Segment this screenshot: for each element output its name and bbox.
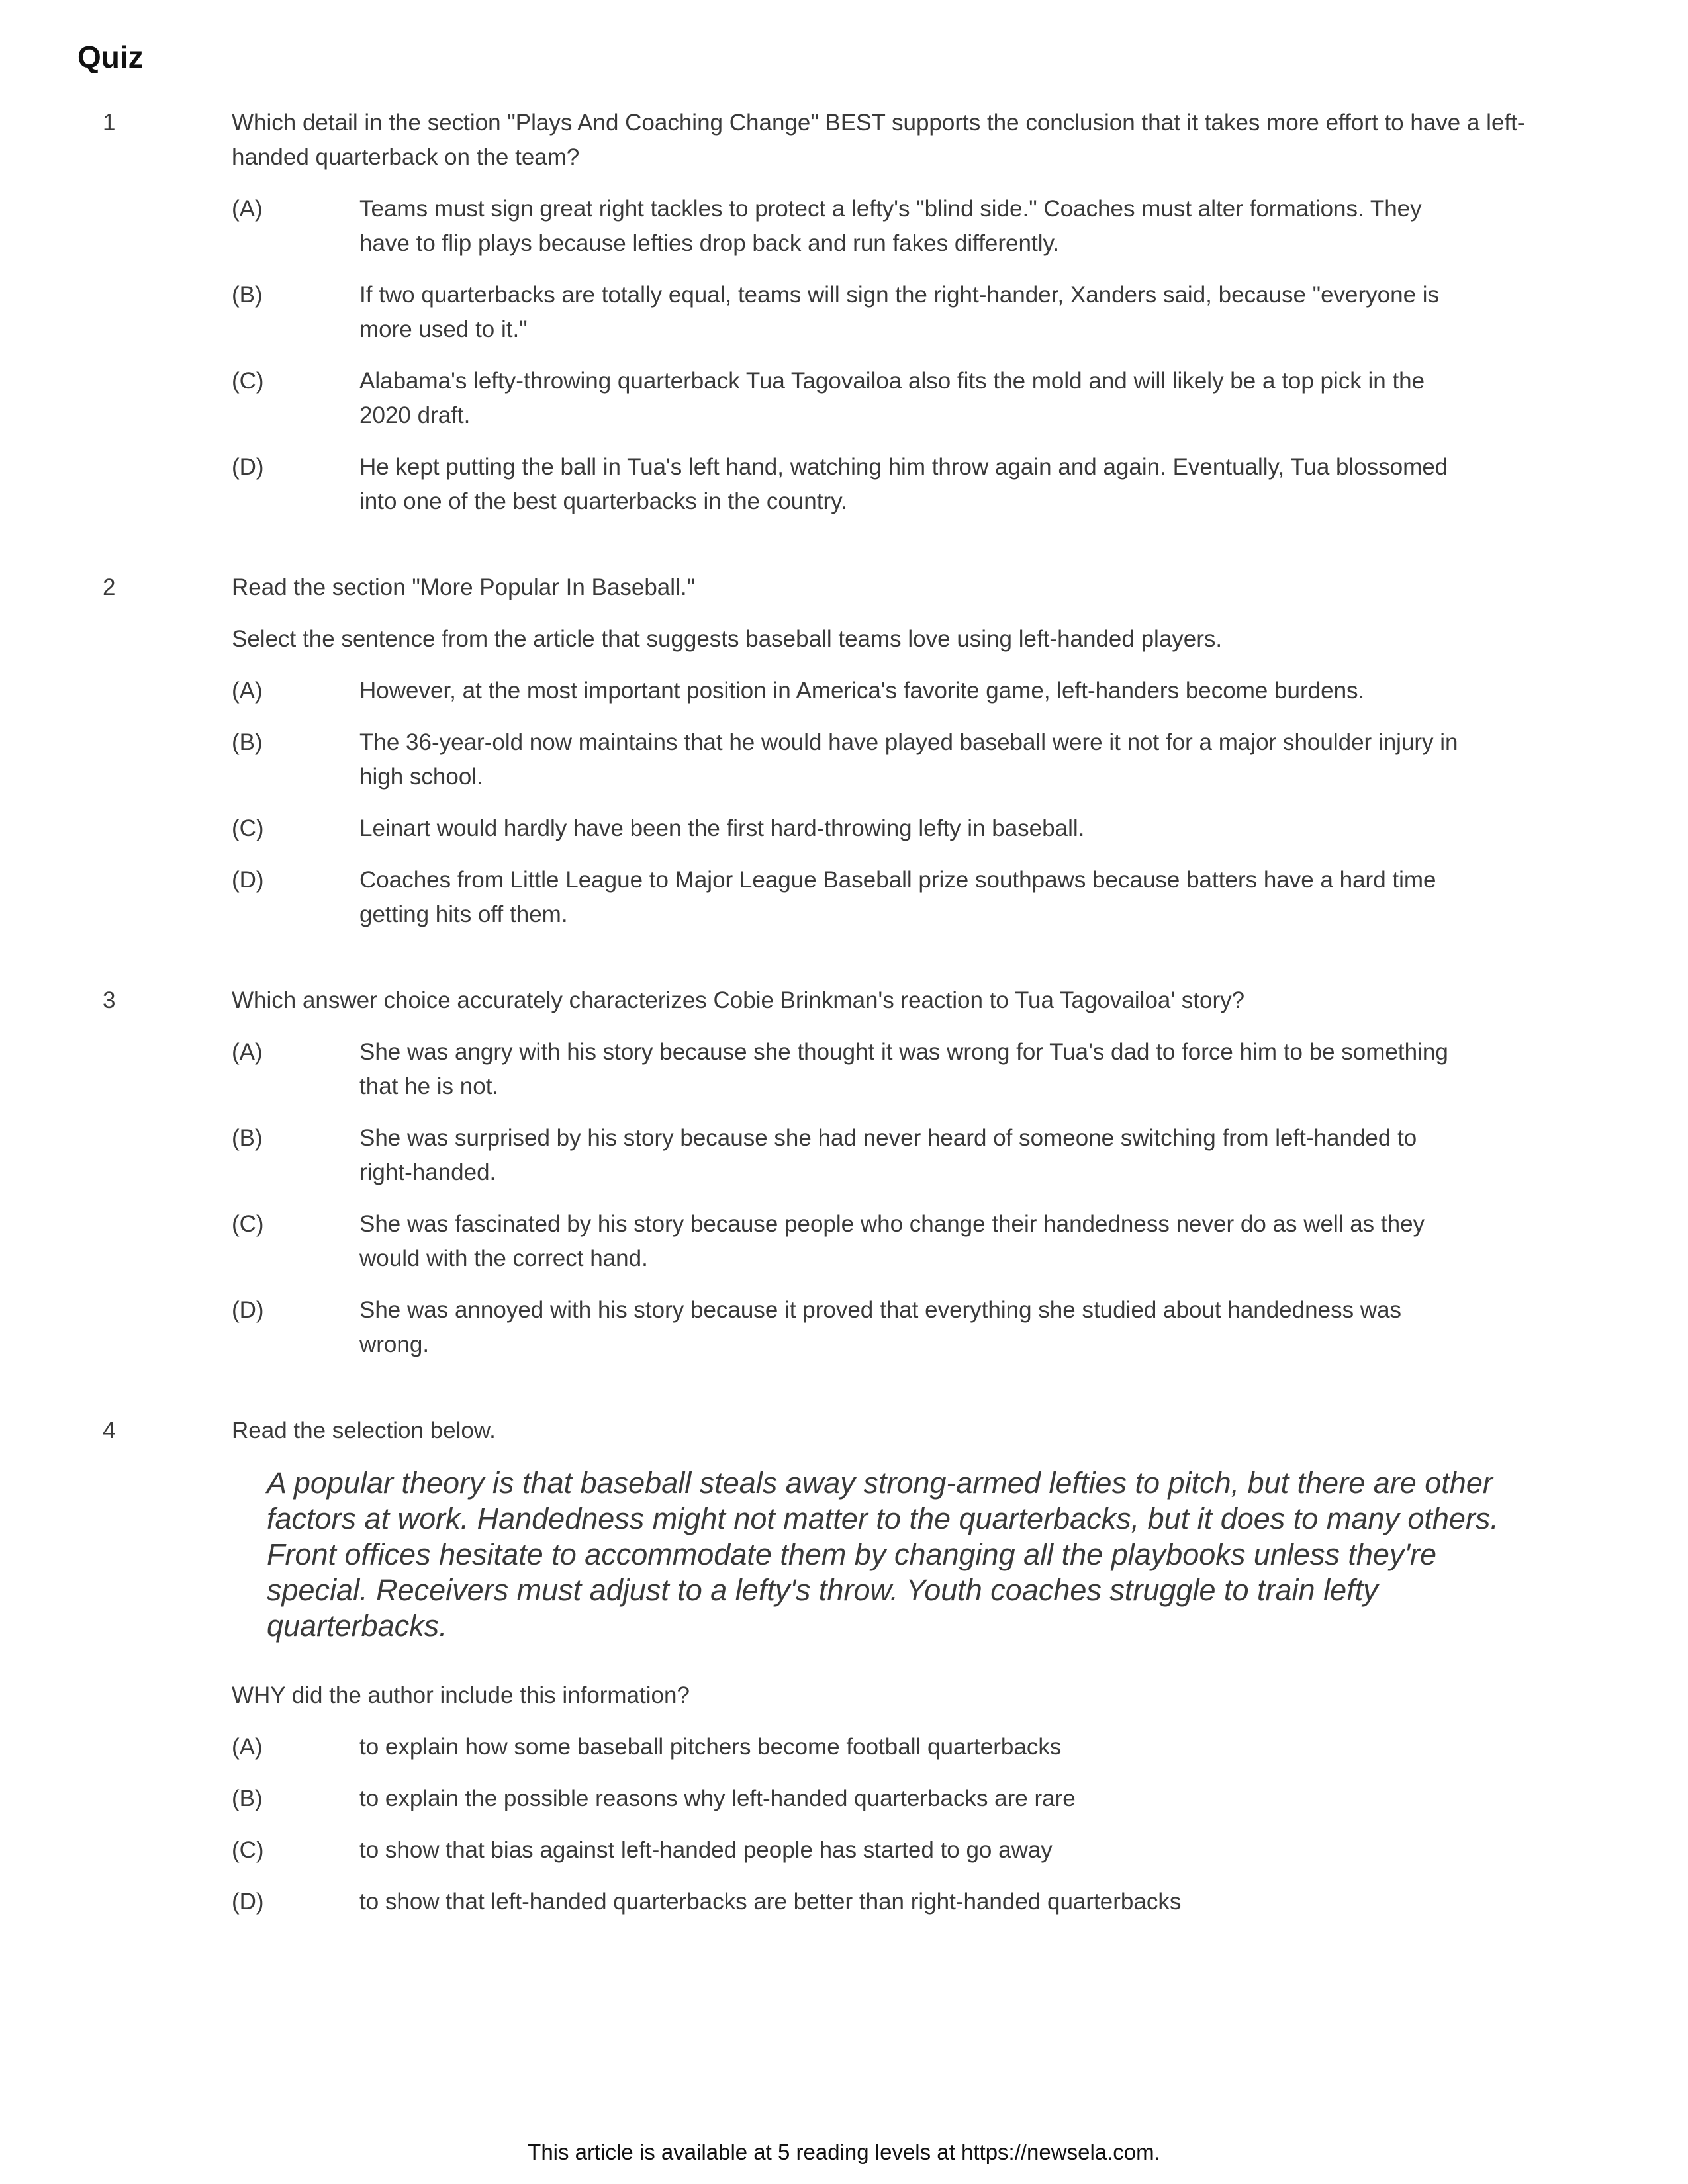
page-title: Quiz <box>77 40 144 74</box>
answer-choice-a[interactable] <box>232 1730 1572 1764</box>
choice-text: However, at the most important position in America's favorite game, left-handers become burdens. <box>359 678 1365 704</box>
choice-letter: (A) <box>232 1039 263 1065</box>
answer-choice-c[interactable] <box>232 364 1572 433</box>
choice-letter: (B) <box>232 1125 263 1151</box>
choice-text: She was fascinated by his story because people who change their handedness never do as well as they would with the correct hand. <box>359 1211 1425 1271</box>
answer-choice-a[interactable] <box>232 192 1572 261</box>
answer-choice-b[interactable] <box>232 1782 1572 1816</box>
choice-letter: (D) <box>232 867 264 893</box>
choice-text: The 36-year-old now maintains that he would have played baseball were it not for a major shoulder injury in high school. <box>359 729 1458 790</box>
question-instruction: WHY did the author include this information? <box>232 1682 690 1708</box>
answer-choice-b[interactable] <box>232 725 1572 794</box>
answer-choice-d[interactable] <box>232 1885 1572 1919</box>
answer-choice-b[interactable] <box>232 1121 1572 1190</box>
answer-choice-d[interactable] <box>232 1293 1572 1362</box>
answer-choices <box>232 1035 1572 1362</box>
question-number: 3 <box>103 987 116 1013</box>
choice-letter: (A) <box>232 196 263 222</box>
answer-choices <box>232 1730 1572 1919</box>
choice-letter: (C) <box>232 1211 264 1237</box>
choice-letter: (C) <box>232 815 264 841</box>
article-excerpt: A popular theory is that baseball steals away strong-armed lefties to pitch, but there are other factors at work. Handedness might not matter to the quarterbacks, but it does to many others. Front offices hesitate to accommodate them by changing all the playbooks unless they're special. Receivers must adjust to a lefty's throw. Youth coaches struggle to train lefty quarterbacks. <box>267 1466 1499 1643</box>
question-prompt: Which detail in the section "Plays And Coaching Change" BEST supports the conclusion that it takes more effort to have a left-handed quarterback on the team? <box>232 110 1525 170</box>
answer-choices <box>232 192 1572 519</box>
choice-text: If two quarterbacks are totally equal, teams will sign the right-hander, Xanders said, because "everyone is more used to it." <box>359 282 1440 342</box>
choice-text: Coaches from Little League to Major League Baseball prize southpaws because batters have a hard time getting hits off them. <box>359 867 1436 927</box>
question-prompt: Read the section "More Popular In Baseball." <box>232 574 695 600</box>
choice-letter: (C) <box>232 368 264 394</box>
choice-letter: (D) <box>232 1889 264 1915</box>
choice-text: to explain how some baseball pitchers become football quarterbacks <box>359 1734 1062 1760</box>
choice-letter: (B) <box>232 282 263 308</box>
choice-text: She was annoyed with his story because it proved that everything she studied about handedness was wrong. <box>359 1297 1402 1357</box>
choice-letter: (A) <box>232 678 263 704</box>
question-prompt: Read the selection below. <box>232 1418 496 1443</box>
choice-letter: (A) <box>232 1734 263 1760</box>
answer-choice-a[interactable] <box>232 1035 1572 1104</box>
choice-text: Leinart would hardly have been the first hard-throwing lefty in baseball. <box>359 815 1085 841</box>
choice-letter: (D) <box>232 454 264 480</box>
answer-choice-c[interactable] <box>232 1833 1572 1868</box>
choice-text: Teams must sign great right tackles to protect a lefty's "blind side." Coaches must alter formations. They have to flip plays because lefties drop back and run fakes differently. <box>359 196 1422 256</box>
answer-choice-a[interactable] <box>232 674 1572 708</box>
answer-choice-d[interactable] <box>232 450 1572 519</box>
page-footer: This article is available at 5 reading levels at https://newsela.com. <box>528 2140 1160 2164</box>
answer-choice-c[interactable] <box>232 811 1572 846</box>
quiz-questions <box>0 106 1688 1971</box>
choice-text: She was angry with his story because she thought it was wrong for Tua's dad to force him to be something that he is not. <box>359 1039 1448 1099</box>
answer-choice-d[interactable] <box>232 863 1572 932</box>
question-instruction: Select the sentence from the article that suggests baseball teams love using left-handed players. <box>232 626 1223 652</box>
question-number: 2 <box>103 574 116 600</box>
choice-text: to show that left-handed quarterbacks are better than right-handed quarterbacks <box>359 1889 1182 1915</box>
answer-choice-c[interactable] <box>232 1207 1572 1276</box>
choice-letter: (B) <box>232 729 263 755</box>
choice-letter: (C) <box>232 1837 264 1863</box>
question-prompt: Which answer choice accurately characterizes Cobie Brinkman's reaction to Tua Tagovailoa' story? <box>232 987 1245 1013</box>
choice-text: to show that bias against left-handed people has started to go away <box>359 1837 1053 1863</box>
choice-text: Alabama's lefty-throwing quarterback Tua Tagovailoa also fits the mold and will likely be a top pick in the 2020 draft. <box>359 368 1425 428</box>
choice-letter: (B) <box>232 1786 263 1811</box>
question-1 <box>0 106 1688 519</box>
choice-letter: (D) <box>232 1297 264 1323</box>
question-4 <box>0 1414 1688 1919</box>
question-number: 4 <box>103 1418 116 1443</box>
choice-text: She was surprised by his story because she had never heard of someone switching from left-handed to right-handed. <box>359 1125 1417 1185</box>
answer-choice-b[interactable] <box>232 278 1572 347</box>
answer-choices <box>232 674 1572 932</box>
question-3 <box>0 983 1688 1362</box>
question-number: 1 <box>103 110 116 136</box>
choice-text: He kept putting the ball in Tua's left hand, watching him throw again and again. Eventually, Tua blossomed into one of the best quarterbacks in the country. <box>359 454 1448 514</box>
choice-text: to explain the possible reasons why left-handed quarterbacks are rare <box>359 1786 1076 1811</box>
question-2 <box>0 570 1688 932</box>
